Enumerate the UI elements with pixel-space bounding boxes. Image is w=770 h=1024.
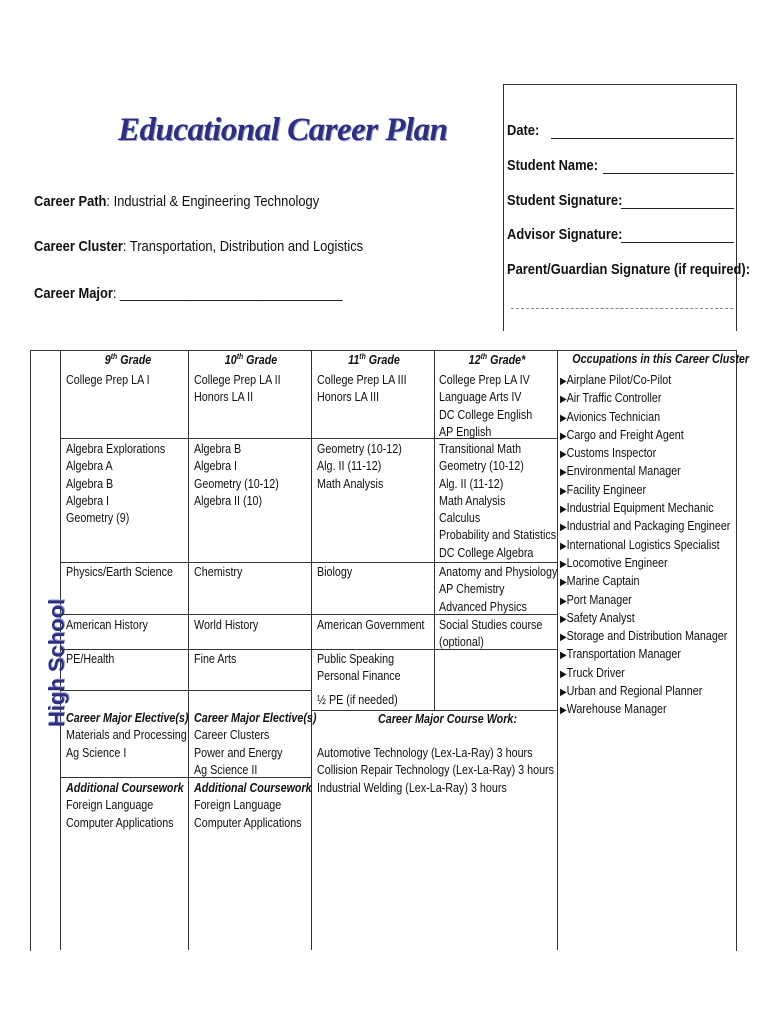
english-12: College Prep LA IV Language Arts IV DC College English AP English <box>439 373 533 439</box>
pe-10: Fine Arts <box>194 652 237 666</box>
additional-9: Additional Coursework Foreign Language Computer Applications <box>66 781 184 830</box>
career-cluster-label: Career Cluster <box>34 238 123 255</box>
arrow-bullet-icon: ▶ <box>560 650 567 662</box>
arrow-bullet-icon: ▶ <box>560 540 567 552</box>
arrow-bullet-icon: ▶ <box>560 467 567 479</box>
additional-10: Additional Coursework Foreign Language Computer Applications <box>194 781 312 830</box>
list-item: ▶Safety Analyst <box>560 610 635 625</box>
course-work-header: Career Major Course Work: <box>378 712 517 726</box>
student-name-field[interactable] <box>603 173 734 174</box>
arrow-bullet-icon: ▶ <box>560 376 567 387</box>
col-header-11: 11th Grade <box>348 352 400 368</box>
math-11: Geometry (10-12) Alg. II (11-12) Math Analysis <box>317 442 402 491</box>
arrow-bullet-icon: ▶ <box>560 595 567 607</box>
page-title: Educational Career Plan <box>118 112 448 148</box>
col-divider <box>188 350 189 950</box>
english-11: College Prep LA III Honors LA III <box>317 373 407 405</box>
list-item: ▶Urban and Regional Planner <box>560 684 703 699</box>
row-divider <box>60 690 311 691</box>
science-12: Anatomy and Physiology AP Chemistry Advanced Physics <box>439 565 558 614</box>
parent-signature-label: Parent/Guardian Signature (if required): <box>507 261 750 278</box>
science-10: Chemistry <box>194 565 243 579</box>
english-10: College Prep LA II Honors LA II <box>194 373 281 405</box>
arrow-bullet-icon: ▶ <box>560 485 567 497</box>
col-header-12: 12th Grade* <box>468 352 526 368</box>
list-item: ▶Industrial Equipment Mechanic <box>560 501 714 516</box>
list-item: ▶Cargo and Freight Agent <box>560 427 684 442</box>
career-major-label: Career Major <box>34 285 113 302</box>
half-pe: ½ PE (if needed) <box>317 693 398 707</box>
social-12: Social Studies course (optional) <box>439 618 543 650</box>
col-divider <box>434 350 435 710</box>
math-9: Algebra Explorations Algebra A Algebra B Algebra I Geometry (9) <box>66 442 166 526</box>
list-item: ▶Marine Captain <box>560 574 640 589</box>
row-divider <box>60 562 557 563</box>
social-10: World History <box>194 618 259 632</box>
social-11: American Government <box>317 618 425 632</box>
list-item: ▶Customs Inspector <box>560 446 657 461</box>
arrow-bullet-icon: ▶ <box>560 613 567 625</box>
arrow-bullet-icon: ▶ <box>560 577 567 589</box>
advisor-signature-field[interactable] <box>621 242 734 243</box>
english-9: College Prep LA I <box>66 373 150 387</box>
pe-11: Public Speaking Personal Finance <box>317 652 401 684</box>
student-signature-field[interactable] <box>621 208 734 209</box>
advisor-signature-label: Advisor Signature: <box>507 226 623 243</box>
arrow-bullet-icon: ▶ <box>560 687 567 699</box>
social-9: American History <box>66 618 148 632</box>
list-item: ▶Warehouse Manager <box>560 702 667 717</box>
list-item: ▶Industrial and Packaging Engineer <box>560 519 731 534</box>
arrow-bullet-icon: ▶ <box>560 412 567 424</box>
side-label-cell <box>30 350 69 950</box>
math-12: Transitional Math Geometry (10-12) Alg. II (11-12) Math Analysis Calculus Probability and Statistics DC College Algebra <box>439 442 557 560</box>
arrow-bullet-icon: ▶ <box>560 705 567 717</box>
student-signature-label: Student Signature: <box>507 192 623 209</box>
list-item: ▶Locomotive Engineer <box>560 555 668 570</box>
career-path-label: Career Path <box>34 193 107 210</box>
electives-9: Career Major Elective(s) Materials and Processing Ag Science I <box>66 711 189 760</box>
electives-10: Career Major Elective(s) Career Clusters Power and Energy Ag Science II <box>194 711 317 777</box>
arrow-bullet-icon: ▶ <box>560 632 567 644</box>
col-header-10: 10th Grade <box>224 352 278 368</box>
pe-9: PE/Health <box>66 652 115 666</box>
career-cluster-line: Career Cluster: Transportation, Distribution and Logistics <box>34 238 364 255</box>
career-cluster-value: Transportation, Distribution and Logistics <box>129 238 364 255</box>
list-item: ▶International Logistics Specialist <box>560 537 720 552</box>
career-path-line: Career Path: Industrial & Engineering Technology <box>34 193 320 210</box>
date-field[interactable] <box>551 138 734 139</box>
list-item: ▶Air Traffic Controller <box>560 391 662 406</box>
arrow-bullet-icon: ▶ <box>560 504 567 516</box>
arrow-bullet-icon: ▶ <box>560 449 567 461</box>
science-9: Physics/Earth Science <box>66 565 173 579</box>
col-divider <box>557 710 558 950</box>
col-divider <box>311 350 312 950</box>
arrow-bullet-icon: ▶ <box>560 522 567 534</box>
list-item: ▶Avionics Technician <box>560 409 661 424</box>
arrow-bullet-icon: ▶ <box>560 394 567 406</box>
student-name-label: Student Name: <box>507 157 599 174</box>
occupations-list <box>560 372 730 720</box>
course-work-list: Automotive Technology (Lex-La-Ray) 3 hours Collision Repair Technology (Lex-La-Ray) 3 hours Industrial Welding (Lex-La-Ray) 3 hours <box>317 746 555 795</box>
math-10: Algebra B Algebra I Geometry (10-12) Algebra II (10) <box>194 442 279 508</box>
side-label: High School <box>44 598 69 728</box>
science-11: Biology <box>317 565 353 579</box>
career-path-value: Industrial & Engineering Technology <box>113 193 320 210</box>
arrow-bullet-icon: ▶ <box>560 668 567 680</box>
list-item: ▶Truck Driver <box>560 665 625 680</box>
list-item: ▶Port Manager <box>560 592 632 607</box>
list-item: ▶Airplane Pilot/Co-Pilot <box>560 373 672 387</box>
occupations-header: Occupations in this Career Cluster <box>572 352 750 366</box>
col-header-9: 9th Grade <box>104 352 152 368</box>
arrow-bullet-icon: ▶ <box>560 430 567 442</box>
career-major-line[interactable]: Career Major: _______________________________ <box>34 285 343 302</box>
list-item: ▶Storage and Distribution Manager <box>560 629 728 644</box>
parent-signature-field[interactable] <box>511 308 733 309</box>
career-major-field[interactable]: _______________________________ <box>120 285 343 302</box>
date-label: Date: <box>507 122 540 139</box>
list-item: ▶Environmental Manager <box>560 464 681 479</box>
list-item: ▶Transportation Manager <box>560 647 681 662</box>
arrow-bullet-icon: ▶ <box>560 558 567 570</box>
list-item: ▶Facility Engineer <box>560 482 647 497</box>
col-divider <box>557 350 558 710</box>
